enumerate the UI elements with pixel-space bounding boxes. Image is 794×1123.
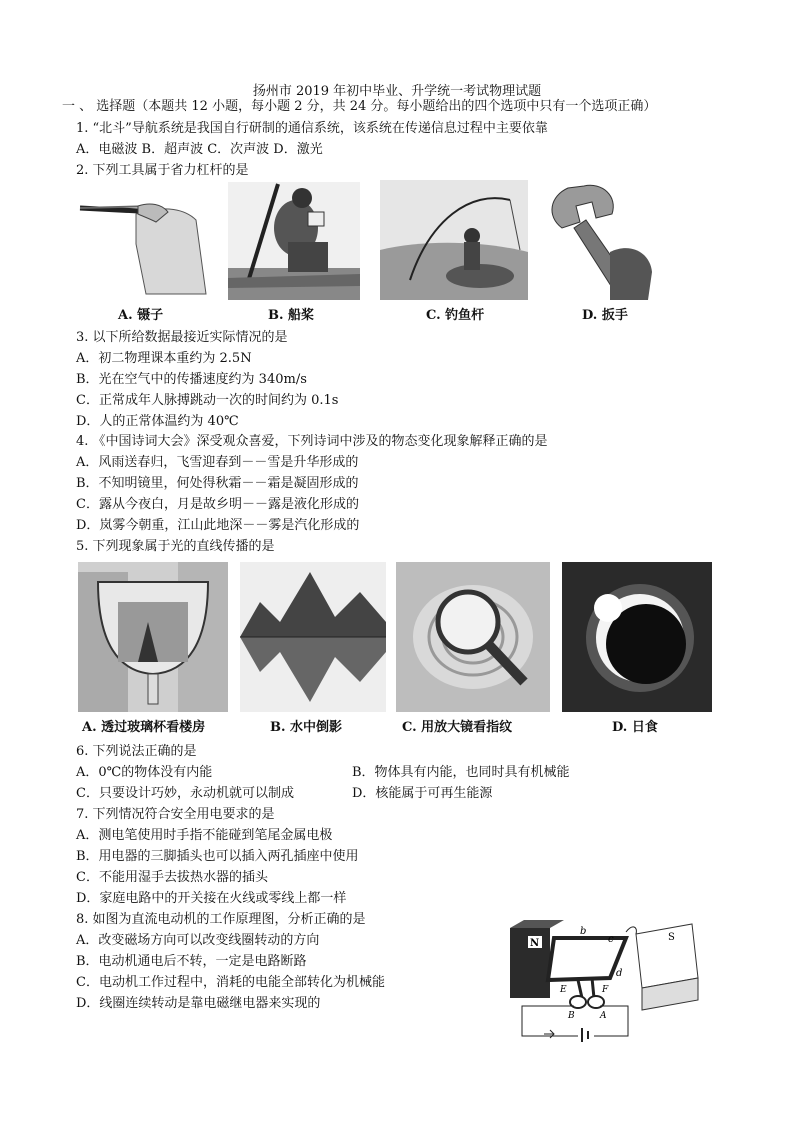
q6-option-b: B．物体具有内能，也同时具有机械能 bbox=[352, 765, 570, 780]
q2-caption-c: C. 钓鱼杆 bbox=[426, 308, 485, 323]
q8-option-b: B．电动机通电后不转，一定是电路断路 bbox=[76, 954, 307, 969]
solar-eclipse-figure bbox=[562, 562, 712, 712]
q2-stem: 2. 下列工具属于省力杠杆的是 bbox=[76, 163, 249, 178]
q6-option-c: C．只要设计巧妙，永动机就可以制成 bbox=[76, 786, 294, 801]
dc-motor-diagram bbox=[508, 918, 704, 1042]
south-pole-label: S bbox=[668, 932, 675, 943]
water-reflection-figure bbox=[240, 562, 386, 712]
label-b: b bbox=[580, 926, 587, 937]
q7-option-d: D．家庭电路中的开关接在火线或零线上都一样 bbox=[76, 891, 347, 906]
paddle-figure bbox=[228, 182, 360, 300]
q7-stem: 7. 下列情况符合安全用电要求的是 bbox=[76, 807, 275, 822]
label-brush-b: B bbox=[568, 1011, 575, 1021]
label-e: E bbox=[560, 985, 567, 995]
label-a: a bbox=[562, 952, 568, 963]
q3-option-d: D．人的正常体温约为 40℃ bbox=[76, 414, 239, 429]
q2-caption-a: A. 镊子 bbox=[118, 308, 164, 323]
q8-option-c: C．电动机工作过程中，消耗的电能全部转化为机械能 bbox=[76, 975, 385, 990]
page-title: 扬州市 2019 年初中毕业、升学统一考试物理试题 bbox=[252, 84, 542, 99]
glass-cup-figure bbox=[78, 562, 228, 712]
q6-stem: 6. 下列说法正确的是 bbox=[76, 744, 197, 759]
label-brush-a: A bbox=[600, 1011, 607, 1021]
q5-caption-b: B. 水中倒影 bbox=[270, 720, 343, 735]
q4-option-b: B．不知明镜里，何处得秋霜－－霜是凝固形成的 bbox=[76, 476, 359, 491]
wrench-figure bbox=[540, 182, 656, 300]
q3-option-a: A．初二物理课本重约为 2.5N bbox=[76, 351, 252, 366]
q4-stem: 4. 《中国诗词大会》深受观众喜爱，下列诗词中涉及的物态变化现象解释正确的是 bbox=[76, 434, 548, 449]
q5-caption-a: A. 透过玻璃杯看楼房 bbox=[82, 720, 206, 735]
q6-option-a: A．0℃的物体没有内能 bbox=[76, 765, 213, 780]
q8-option-a: A．改变磁场方向可以改变线圈转动的方向 bbox=[76, 933, 320, 948]
q5-caption-c: C. 用放大镜看指纹 bbox=[402, 720, 513, 735]
fishing-rod-figure bbox=[380, 180, 528, 300]
magnifier-figure bbox=[396, 562, 550, 712]
north-pole-label: N bbox=[530, 938, 540, 949]
q7-option-c: C．不能用湿手去拔热水器的插头 bbox=[76, 870, 268, 885]
q4-option-d: D．岚雾今朝重，江山此地深－－雾是汽化形成的 bbox=[76, 518, 360, 533]
label-d: d bbox=[616, 968, 623, 979]
q7-option-b: B．用电器的三脚插头也可以插入两孔插座中使用 bbox=[76, 849, 359, 864]
tweezers-figure bbox=[76, 184, 216, 300]
q3-option-c: C．正常成年人脉搏跳动一次的时间约为 0.1s bbox=[76, 393, 339, 408]
q7-option-a: A．测电笔使用时手指不能碰到笔尾金属电极 bbox=[76, 828, 333, 843]
q8-stem: 8. 如图为直流电动机的工作原理图，分析正确的是 bbox=[76, 912, 366, 927]
label-f: F bbox=[602, 985, 609, 995]
q1-stem: 1. “北斗”导航系统是我国自行研制的通信系统，该系统在传递信息过程中主要依靠 bbox=[76, 121, 548, 136]
q4-option-c: C．露从今夜白，月是故乡明－－露是液化形成的 bbox=[76, 497, 359, 512]
q1-options: A．电磁波 B．超声波 C．次声波 D．激光 bbox=[76, 142, 323, 157]
label-c: c bbox=[608, 934, 614, 945]
q8-option-d: D．线圈连续转动是靠电磁继电器来实现的 bbox=[76, 996, 321, 1011]
q5-caption-d: D. 日食 bbox=[612, 720, 658, 735]
q2-caption-d: D. 扳手 bbox=[582, 308, 628, 323]
section-heading: 一 、 选择题（本题共 12 小题，每小题 2 分，共 24 分。每小题给出的四个选项中只有一个选项正确） bbox=[62, 99, 657, 114]
q2-caption-b: B. 船桨 bbox=[268, 308, 315, 323]
q3-stem: 3. 以下所给数据最接近实际情况的是 bbox=[76, 330, 288, 345]
q5-stem: 5. 下列现象属于光的直线传播的是 bbox=[76, 539, 275, 554]
q6-option-d: D．核能属于可再生能源 bbox=[352, 786, 493, 801]
q3-option-b: B．光在空气中的传播速度约为 340m/s bbox=[76, 372, 307, 387]
q4-option-a: A．风雨送春归，飞雪迎春到－－雪是升华形成的 bbox=[76, 455, 359, 470]
